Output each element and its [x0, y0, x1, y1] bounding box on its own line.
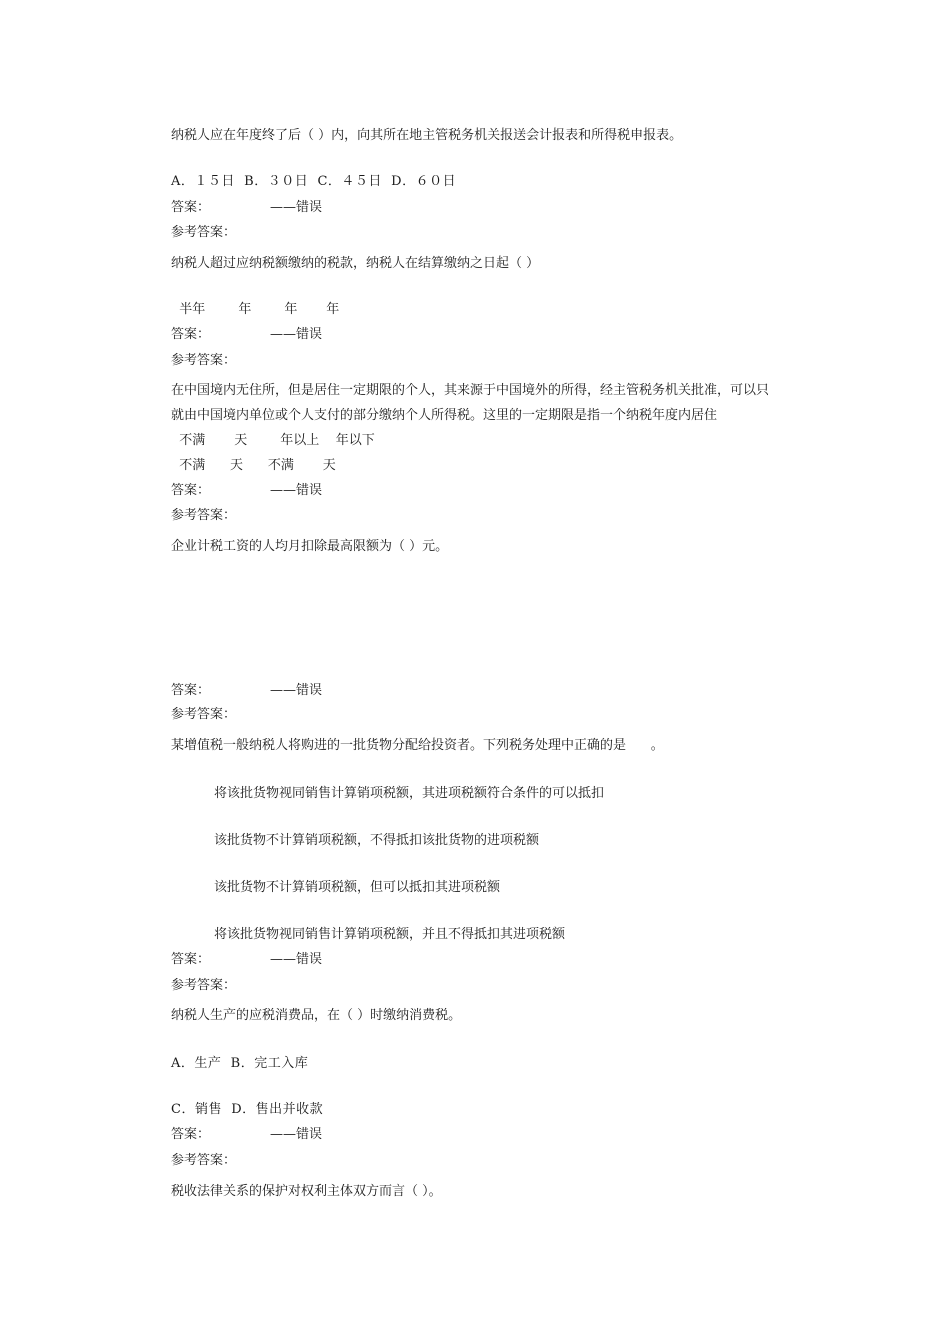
question-3-stem-line-2: 就由中国境内单位或个人支付的部分缴纳个人所得税。这里的一定期限是指一个纳税年度内居住: [171, 408, 718, 423]
question-6-stem: 纳税人生产的应税消费品，在（ ）时缴纳消费税。: [171, 1008, 462, 1023]
question-2-stem: 纳税人超过应纳税额缴纳的税款，纳税人在结算缴纳之日起（ ）: [171, 256, 540, 271]
question-1-answer-label: 答案：: [171, 200, 211, 215]
question-5-option: 该批货物不计算销项税额，但可以抵扣其进项税额: [214, 880, 501, 895]
question-2-options: 半年 年 年 年: [171, 302, 340, 317]
question-2-answer-label: 答案：: [171, 327, 211, 342]
question-3-options-line-1: 不满 天 年以上 年以下: [171, 433, 375, 448]
question-4-stem: 企业计税工资的人均月扣除最高限额为（ ）元。: [171, 539, 449, 554]
question-1-reference-label: 参考答案：: [171, 225, 237, 240]
question-3-answer-label: 答案：: [171, 483, 211, 498]
question-6-options-line-2: C．销售 D．售出并收款: [171, 1102, 324, 1117]
question-4-answer-mark: ——错误: [270, 683, 323, 698]
question-4-answer-label: 答案：: [171, 683, 211, 698]
question-3-options-line-2: 不满 天 不满 天: [171, 458, 336, 473]
question-1-stem: 纳税人应在年度终了后（ ）内，向其所在地主管税务机关报送会计报表和所得税申报表。: [171, 128, 683, 143]
question-5-answer-label: 答案：: [171, 952, 211, 967]
question-3-answer-mark: ——错误: [270, 483, 323, 498]
question-4-reference-label: 参考答案：: [171, 707, 237, 722]
question-3-reference-label: 参考答案：: [171, 508, 237, 523]
question-5-option: 将该批货物视同销售计算销项税额，其进项税额符合条件的可以抵扣: [214, 786, 605, 801]
question-3-stem-line-1: 在中国境内无住所，但是居住一定期限的个人，其来源于中国境外的所得，经主管税务机关批准，可以只: [171, 383, 770, 398]
question-6-answer-mark: ——错误: [270, 1127, 323, 1142]
question-2-answer-mark: ——错误: [270, 327, 323, 342]
question-2-reference-label: 参考答案：: [171, 353, 237, 368]
question-5-answer-mark: ——错误: [270, 952, 323, 967]
question-1-answer-mark: ——错误: [270, 200, 323, 215]
question-5-option: 将该批货物视同销售计算销项税额，并且不得抵扣其进项税额: [214, 927, 566, 942]
question-5-option: 该批货物不计算销项税额，不得抵扣该批货物的进项税额: [214, 833, 540, 848]
question-5-reference-label: 参考答案：: [171, 978, 237, 993]
question-6-reference-label: 参考答案：: [171, 1153, 237, 1168]
question-1-options: A．１５日 B．３０日 C．４５日 D．６０日: [171, 174, 457, 189]
question-7-stem: 税收法律关系的保护对权利主体双方而言（ ）。: [171, 1184, 442, 1199]
question-6-options-line-1: A．生产 B．完工入库: [171, 1056, 309, 1071]
question-5-stem: 某增值税一般纳税人将购进的一批货物分配给投资者。下列税务处理中正确的是 。: [171, 738, 664, 753]
question-6-answer-label: 答案：: [171, 1127, 211, 1142]
